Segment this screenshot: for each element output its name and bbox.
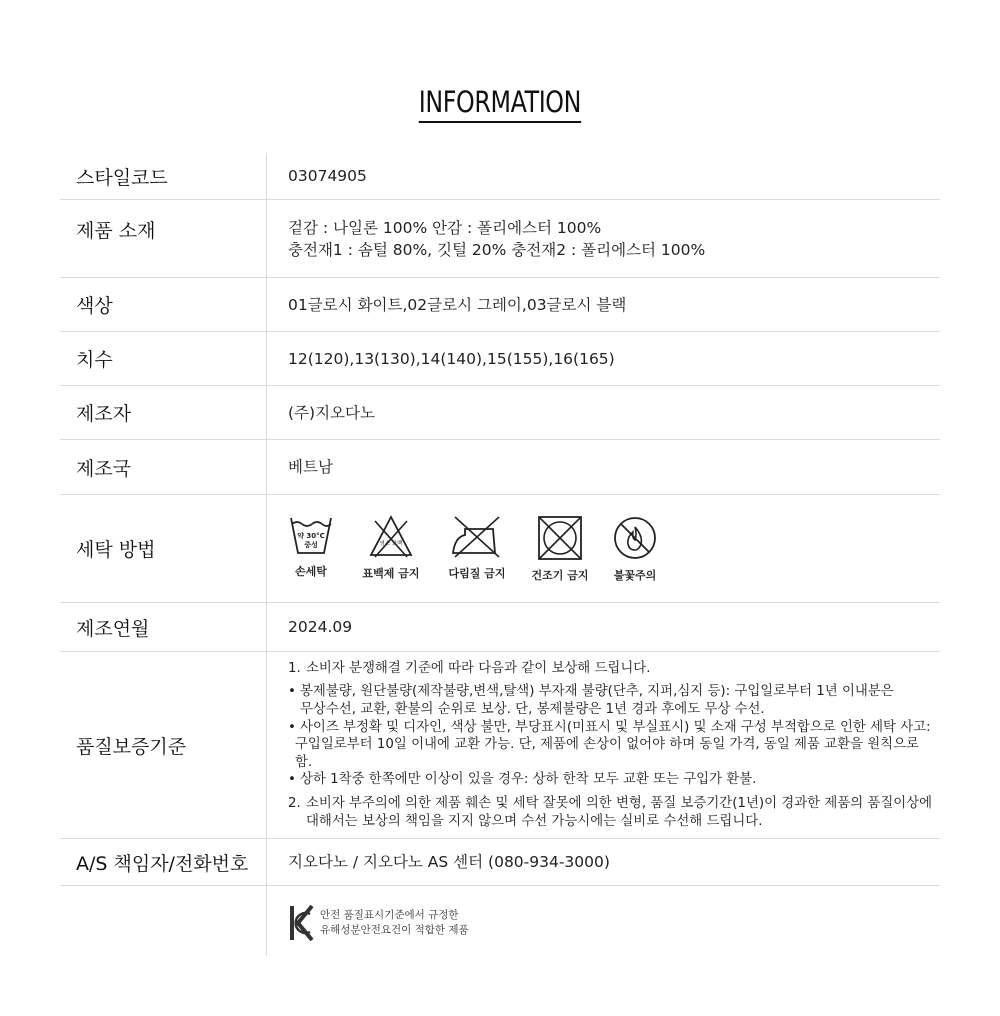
color-value [267,278,940,331]
maker-text: (주)지오다노 [288,403,375,422]
style-code-label: 스타일코드 [60,153,267,199]
bullet-dot: • [288,772,296,788]
row-material [60,200,940,278]
material-line1: 겉감 : 나일론 100% 안감 : 폴리에스터 100% [288,218,602,237]
row-as [60,839,940,886]
row-country [60,440,940,495]
quality-bullet-2-line1: 사이즈 부정확 및 디자인, 색상 불만, 부당표시(미표시 및 부실표시) 및 소재 구성 부적합으로 인한 세탁 사고: [299,719,931,735]
size-value [267,332,940,385]
hand-wash-icon [289,515,333,557]
wash-label: 세탁 방법 [60,495,267,602]
quality-item-1 [288,660,940,678]
bullet-dot: • [288,719,296,735]
maker-label: 제조자 [60,386,267,439]
country-label: 제조국 [60,440,267,494]
as-label: A/S 책임자/전화번호 [60,839,267,885]
row-wash [60,495,940,603]
hand-wash-detergent: 중성 [304,541,318,549]
size-text: 12(120),13(130),14(140),15(155),16(165) [288,349,615,368]
color-label: 색상 [60,278,267,331]
row-quality [60,652,940,839]
kc-value [267,886,940,956]
quality-bullet-1 [288,683,940,718]
no-bleach-icon [369,515,413,559]
quality-item-2 [288,795,940,830]
quality-item-2-line1: 소비자 부주의에 의한 제품 훼손 및 세탁 잘못에 의한 변형, 품질 보증기간(1년)이 경과한 제품의 품질이상에 [306,795,933,811]
as-text: 지오다노 / 지오다노 AS 센터 (080-934-3000) [288,853,610,871]
no-tumble-dry-icon [537,515,583,561]
maker-value [267,386,940,439]
title-wrap [0,84,1000,123]
quality-bullet-3-line1: 상하 1착중 한쪽에만 이상이 있을 경우: 상하 한착 모두 교환 또는 구입가 환불. [300,772,757,788]
row-size [60,332,940,386]
quality-bullet-1-line1: 봉제불량, 원단불량(제작불량,변색,탈색) 부자재 불량(단추, 지퍼,심지 등): 구입일로부터 1년 이내분은 [300,684,894,700]
page-title: INFORMATION [419,84,581,123]
quality-label: 품질보증기준 [60,652,267,838]
no-iron-item [442,515,512,581]
date-value [267,603,940,651]
quality-item-2-num: 2. [288,795,301,811]
date-text: 2024.09 [288,618,353,636]
info-table [60,153,940,956]
size-label: 치수 [60,332,267,385]
quality-item-2-line2: 대해서는 보상의 책임을 지지 않으며 수선 가능시에는 실비로 수선해 드립니다. [306,813,763,829]
no-fire-label: 불꽃주의 [613,569,657,582]
kc-mark [288,904,940,942]
hand-wash-item [288,515,334,579]
quality-item-1-text: 소비자 분쟁해결 기준에 따라 다음과 같이 보상해 드립니다. [306,660,651,676]
quality-item-1-num: 1. [288,660,301,676]
row-kc [60,886,940,956]
row-style-code [60,153,940,200]
quality-bullet-2-line2: 구입일로부터 10일 이내에 교환 가능. 단, 제품에 손상이 없어야 하며 동일 가격, 동일 제품 교환을 원칙으로 함. [294,737,919,770]
as-value [267,839,940,885]
quality-bullet-1-line2: 무상수선, 교환, 환불의 순위로 보상. 단, 봉제불량은 1년 경과 후에도 무상 수선. [300,702,765,718]
material-line2: 충전재1 : 솜털 80%, 깃털 20% 충전재2 : 폴리에스터 100% [288,240,706,259]
row-maker [60,386,940,440]
no-iron-label: 다림질 금지 [448,567,506,580]
row-date [60,603,940,652]
quality-value [267,652,940,838]
country-value [267,440,940,494]
date-label: 제조연월 [60,603,267,651]
color-text: 01글로시 화이트,02글로시 그레이,03글로시 블랙 [288,295,627,314]
kc-text-line1: 안전 품질표시기준에서 규정한 [320,909,459,921]
no-iron-icon [451,515,503,559]
kc-label-empty [60,886,267,956]
no-fire-item [605,515,665,583]
kc-text [320,908,469,938]
quality-bullet-2 [288,719,940,772]
wash-icons [267,495,940,602]
no-tumble-dry-label: 건조기 금지 [531,569,589,582]
bullet-dot: • [288,684,296,700]
style-code-text: 03074905 [288,167,367,185]
no-bleach-inner: 염소 표백 [379,541,403,547]
no-bleach-item [356,515,426,581]
hand-wash-temp: 약 30°C [297,532,325,540]
kc-logo-icon [288,904,314,942]
material-value [267,200,940,277]
kc-text-line2: 유해성분안전요건이 적합한 제품 [320,924,469,936]
no-fire-icon [612,515,658,561]
country-text: 베트남 [288,458,333,476]
material-label: 제품 소재 [60,200,267,277]
no-bleach-label: 표백제 금지 [362,567,420,580]
row-color [60,278,940,332]
quality-bullet-3 [288,771,940,789]
style-code-value [267,153,940,199]
hand-wash-label: 손세탁 [295,565,327,578]
no-tumble-dry-item [525,515,595,583]
